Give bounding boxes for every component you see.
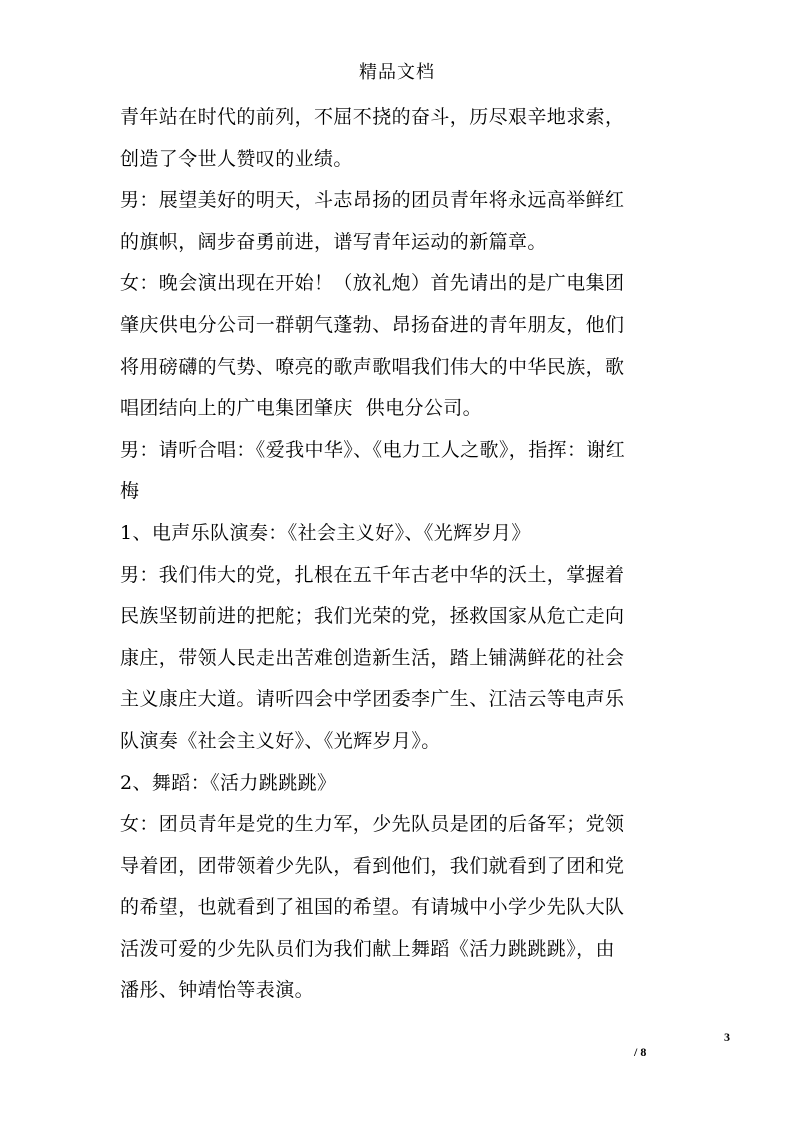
text-line: 康庄，带领人民走出苦难创造新生活，踏上铺满鲜花的社会	[120, 646, 625, 669]
text-line: 青年站在时代的前列，不屈不挠的奋斗，历尽艰辛地求索，	[120, 106, 625, 128]
text-line: 活泼可爱的少先队员们为我们献上舞蹈《活力跳跳跳》，由	[120, 937, 615, 960]
text-line: 2、舞蹈：《活力跳跳跳》	[120, 771, 337, 794]
text-line: 导着团，团带领着少先队，看到他们，我们就看到了团和党	[120, 854, 625, 877]
text-line: 男：请听合唱：《爱我中华》、《电力工人之歌》，指挥：谢红	[120, 438, 626, 461]
text-line: 的旗帜，阔步奋勇前进，谱写青年运动的新篇章。	[120, 230, 547, 253]
text-line: 梅	[120, 480, 140, 503]
text-line: 唱团结向上的广电集团肇庆 供电分公司。	[120, 397, 483, 420]
text-line: 女：晚会演出现在开始！（放礼炮）首先请出的是广电集团	[120, 272, 625, 295]
text-line: 潘彤、钟靖怡等表演。	[120, 979, 315, 1002]
document-body	[120, 97, 680, 1012]
text-line: 队演奏《社会主义好》、《光辉岁月》。	[120, 729, 441, 752]
text-line: 女：团员青年是党的生力军，少先队员是团的后备军；党领	[120, 813, 625, 836]
text-line: 创造了令世人赞叹的业绩。	[120, 147, 353, 170]
text-line: 1、电声乐队演奏：《社会主义好》、《光辉岁月》	[120, 521, 531, 544]
text-line: 肇庆供电分公司一群朝气蓬勃、昂扬奋进的青年朋友，他们	[120, 313, 625, 336]
page-total: / 8	[634, 1045, 647, 1059]
text-line: 将用磅礴的气势、嘹亮的歌声歌唱我们伟大的中华民族，歌	[120, 355, 625, 378]
page-number: 3	[724, 1030, 730, 1044]
text-line: 的希望，也就看到了祖国的希望。有请城中小学少先队大队	[120, 896, 625, 919]
text-line: 主义康庄大道。请听四会中学团委李广生、江洁云等电声乐	[120, 688, 625, 711]
document-header-title: 精品文档	[359, 62, 435, 83]
text-line: 民族坚韧前进的把舵；我们光荣的党，拯救国家从危亡走向	[120, 605, 625, 628]
text-line: 男：展望美好的明天，斗志昂扬的团员青年将永远高举鲜红	[120, 189, 625, 212]
text-line: 男：我们伟大的党，扎根在五千年古老中华的沃土，掌握着	[120, 563, 625, 586]
